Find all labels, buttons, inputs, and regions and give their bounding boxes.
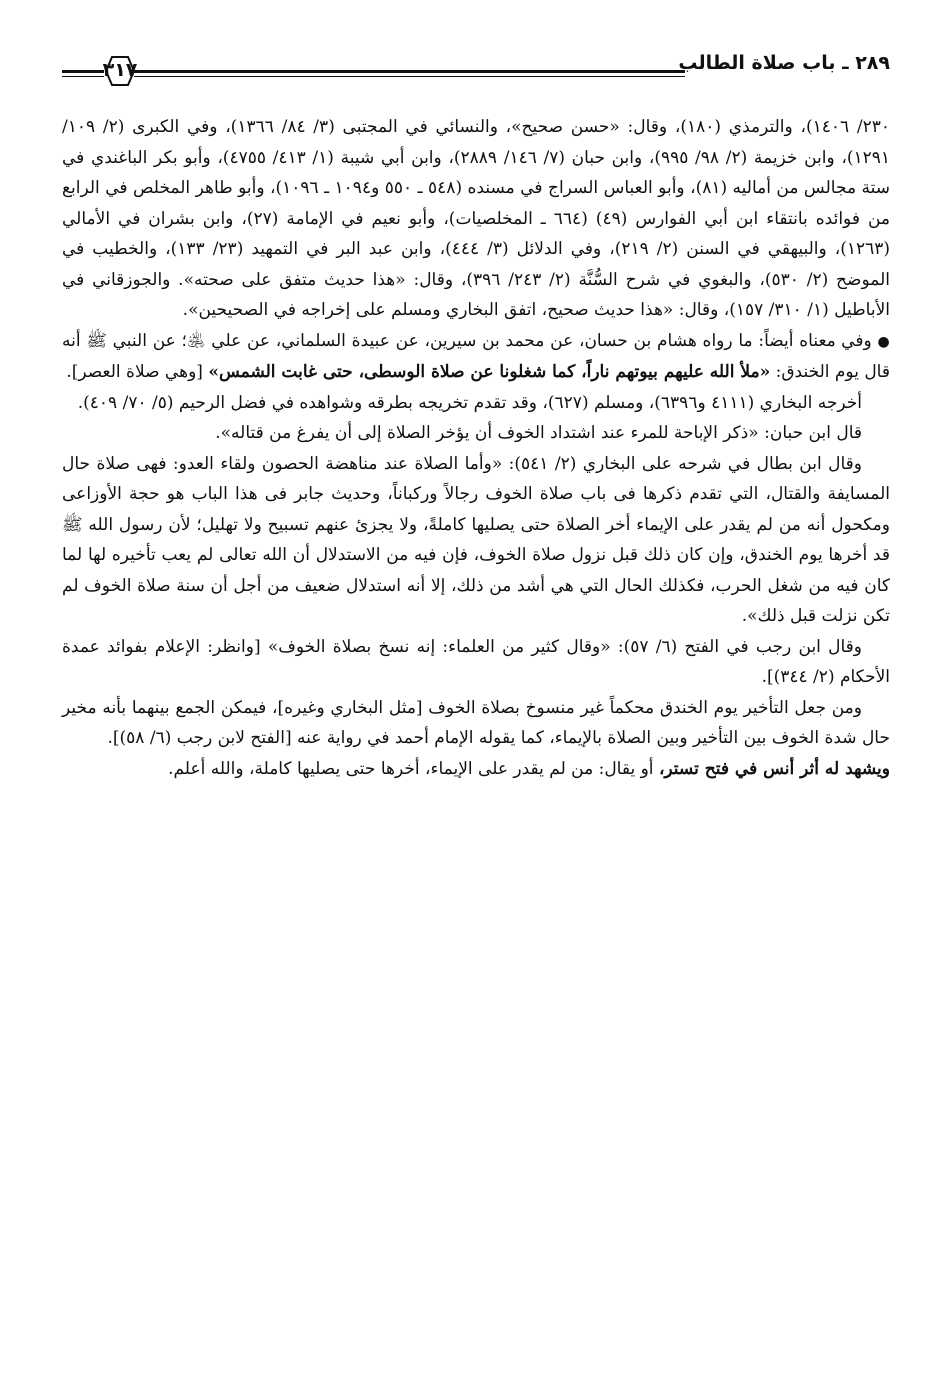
paragraph-ibn-rajab: وقال ابن رجب في الفتح (٦/ ٥٧): «وقال كثير من العلماء: إنه نسخ بصلاة الخوف» [وانظر: الإعلام بفوائد عمدة الأحكام (٢/ ٣٤٤)]. xyxy=(62,636,890,687)
paragraph-jam: ومن جعل التأخير يوم الخندق محكماً غير منسوخ بصلاة الخوف [مثل البخاري وغيره]، فيمكن الجمع بينهما بأنه مخير حال شدة الخوف بين التأخير وبين الصلاة بالإيماء، كما يقوله الإمام أحمد في رواية عنه [الفتح لابن رجب (٦/ ٥٨)]. xyxy=(62,697,890,748)
paragraph-ibn-battal: وقال ابن بطال في شرحه على البخاري (٢/ ٥٤١): «وأما الصلاة عند مناهضة الحصون ولقاء العدو: فهى صلاة حال المسايفة والقتال، التي تقدم ذكرها فى باب صلاة الخوف رجالاً وركباناً، وحديث جابر فى هذا الباب هو حجة الأوزاعى ومكحول أنه من لم يقدر على الإيماء أخر الصلاة حتى يصليها كاملةً، ولا يجزئ عنهم تسبيح ولا تهليل؛ لأن رسول الله ﷺ قد أخرها يوم الخندق، وإن كان ذلك قبل نزول صلاة الخوف، فإن فيه من الاستدلال أن الله تعالى لم يعب تأخيره لها لما كان فيه من شغل الحرب، فكذلك الحال التي هي أشد من ذلك، إلا أنه استدلال ضعيف من أجل أن سنة صلاة الخوف لم تكن نزلت قبل ذلك». xyxy=(62,453,890,626)
hadith-note: [وهي صلاة العصر]. xyxy=(66,362,209,382)
hadith-text: «ملأ الله عليهم بيوتهم ناراً، كما شغلونا عن صلاة الوسطى، حتى غابت الشمس» xyxy=(208,362,771,382)
paragraph-ibn-hibban: قال ابن حبان: «ذكر الإباحة للمرء عند اشتداد الخوف أن يؤخر الصلاة إلى أن يفرغ من قتاله». xyxy=(215,423,862,443)
paragraph-takhrij: ٢٣٠/ ١٤٠٦)، والترمذي (١٨٠)، وقال: «حسن صحيح»، والنسائي في المجتبى (٣/ ٨٤/ ١٣٦٦)، وفي الكبرى (٢/ ١٠٩/ ١٢٩١)، وابن خزيمة (٢/ ٩٨/ ٩٩٥)، وابن حبان (٧/ ١٤٦/ ٢٨٨٩)، وابن أبي شيبة (١/ ٤١٣/ ٤٧٥٥)، وأبو بكر الباغندي في ستة مجالس من أماليه (٨١)، وأبو العباس السراج في مسنده (٥٤٨ ـ ٥٥٠ و١٠٩٤ ـ ١٠٩٦)، وأبو طاهر المخلص في الرابع من فوائده بانتقاء ابن أبي الفوارس (٤٩) (٦٦٤ ـ المخلصيات)، وأبو نعيم في الإمامة (٢٧)، وابن بشران في الأمالي (١٢٦٣)، والبيهقي في السنن (٢/ ٢١٩)، وفي الدلائل (٣/ ٤٤٤)، وابن عبد البر في التمهيد (٢٣/ ١٣٣)، والخطيب في الموضح (٢/ ٥٣٠)، والبغوي في شرح السُّنَّة (٢/ ٢٤٣/ ٣٩٦)، وقال: «هذا حديث متفق على صحته». والجوزقاني في الأباطيل (١/ ٣١٠/ ١٥٧)، وقال: «هذا حديث صحيح، اتفق البخاري ومسلم على إخراجه في الصحيحين». xyxy=(62,117,891,320)
page-number: ٣١٧ xyxy=(102,59,138,81)
header-rule xyxy=(134,70,685,77)
hadith-intro: وفي معناه أيضاً: ما رواه هشام بن حسان، عن محمد بن سيرين، عن عبيدة السلماني، عن علي ﵁؛ عن النبي ﷺ أنه قال يوم الخندق: xyxy=(62,330,890,382)
page-body xyxy=(62,112,890,784)
page-number-badge xyxy=(102,53,138,89)
paragraph-bukhari: أخرجه البخاري (٤١١١ و٦٣٩٦)، ومسلم (٦٢٧)، وقد تقدم تخريجه بطرقه وشواهده في فضل الرحيم (٥/ ٧٠/ ٤٠٩). xyxy=(77,392,862,413)
page-header xyxy=(62,40,890,88)
header-rule-left xyxy=(62,70,104,77)
anas-lead: ويشهد له أثر أنس في فتح تستر، xyxy=(658,758,890,779)
chapter-title: ٢٨٩ ـ باب صلاة الطالب xyxy=(678,52,890,74)
book-page xyxy=(62,40,890,784)
paragraph-hadith xyxy=(62,326,890,388)
anas-text: أو يقال: من لم يقدر على الإيماء، أخرها حتى يصليها كاملة، والله أعلم. xyxy=(168,758,659,779)
bullet-icon: ● xyxy=(877,333,890,350)
paragraph-anas xyxy=(62,754,890,785)
